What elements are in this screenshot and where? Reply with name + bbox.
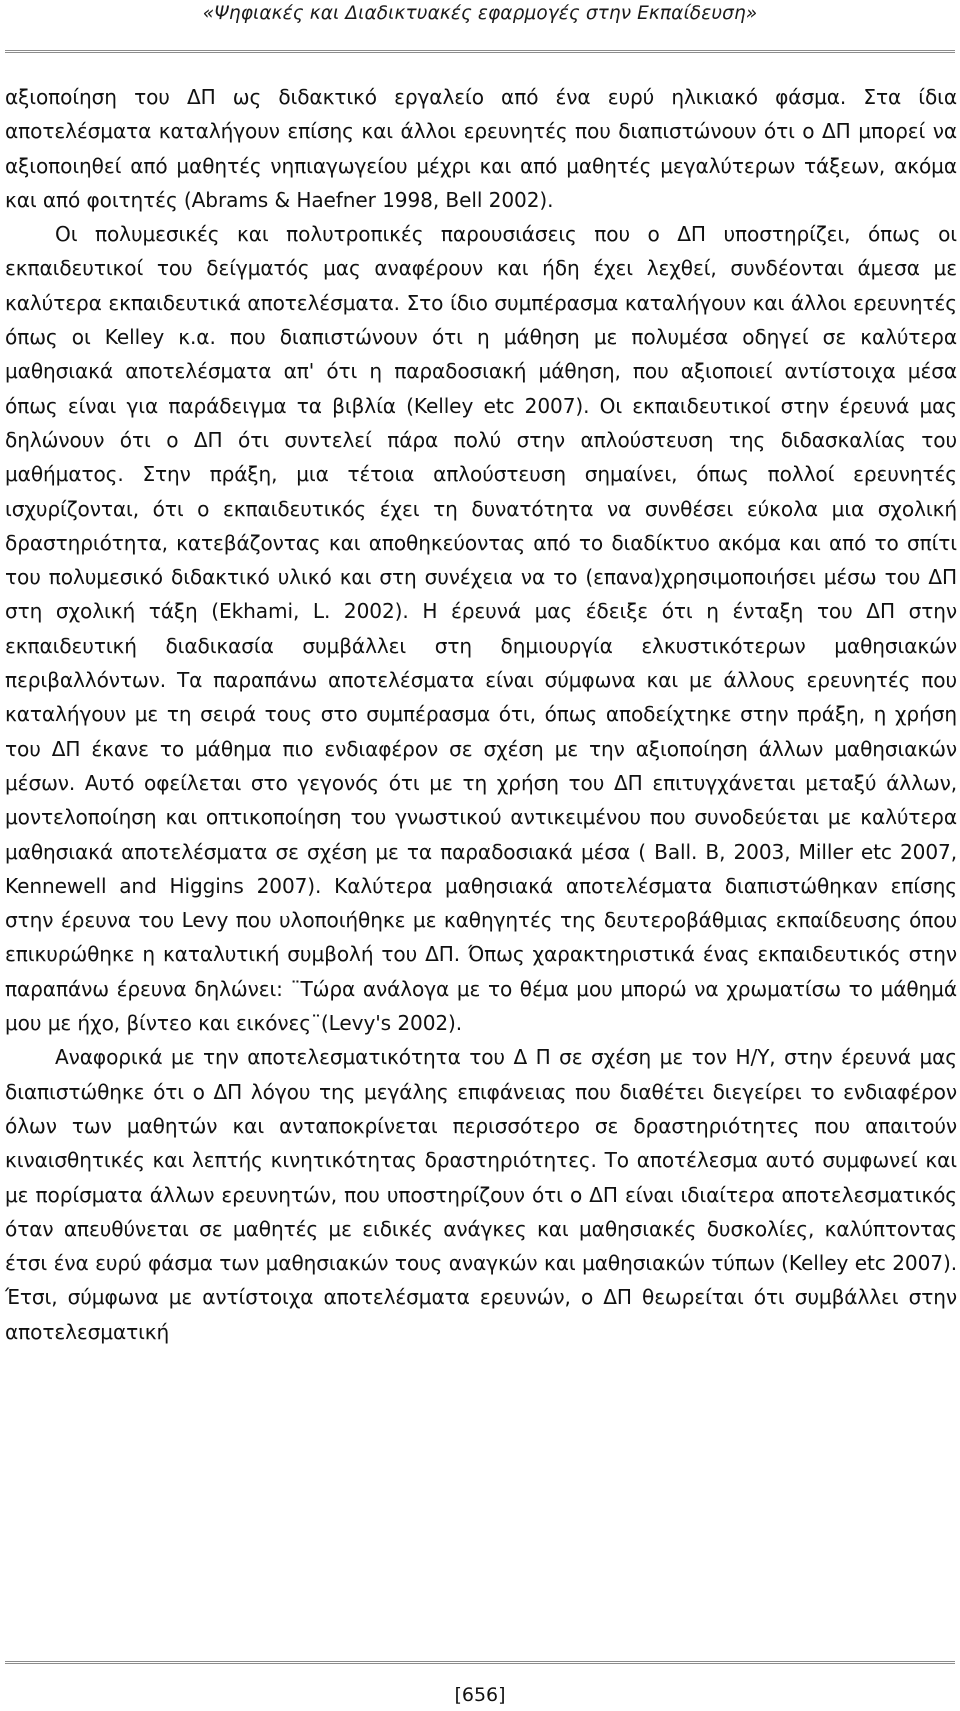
- paragraph: Οι πολυμεσικές και πολυτροπικές παρουσιάσεις που ο ΔΠ υποστηρίζει, όπως οι εκπαιδευτικοί του δείγματός μας αναφέρουν και ήδη έχει λεχθεί, συνδέονται άμεσα με καλύτερα εκπαιδευτικά αποτελέσματα. Στο ίδιο συμπέρασμα καταλήγουν και άλλοι ερευνητές όπως οι Kelley κ.α. που διαπιστώνουν ότι η μάθηση με πολυμέσα οδηγεί σε καλύτερα μαθησιακά αποτελέσματα απ' ότι η παραδοσιακή μάθηση, που αξιοποιεί αντίστοιχα μέσα όπως είναι για παράδειγμα τα βιβλία (Kelley etc 2007). Οι εκπαιδευτικοί στην έρευνά μας δηλώνουν ότι ο ΔΠ ότι συντελεί πάρα πολύ στην απλούστευση της διδασκαλίας του μαθήματος. Στην πράξη, μια τέτοια απλούστευση σημαίνει, όπως πολλοί ερευνητές ισχυρίζονται, ότι ο εκπαιδευτικός έχει τη δυνατότητα να συνθέσει εύκολα μια σχολική δραστηριότητα, κατεβάζοντας και αποθηκεύοντας από το διαδίκτυο ακόμα και από το σπίτι του πολυμεσικό διδακτικό υλικό και στη συνέχεια να το (επανα)χρησιμοποιήσει μέσω του ΔΠ στη σχολική τάξη (Ekhami, L. 2002). Η έρευνά μας έδειξε ότι η ένταξη του ΔΠ στην εκπαιδευτική διαδικασία συμβάλλει στη δημιουργία ελκυστικότερων μαθησιακών περιβαλλόντων. Τα παραπάνω αποτελέσματα είναι σύμφωνα και με άλλους ερευνητές που καταλήγουν με τη σειρά τους στο συμπέρασμα ότι, όπως αποδείχτηκε στην πράξη, η χρήση του ΔΠ έκανε το μάθημα πιο ενδιαφέρον σε σχέση με την αξιοποίηση άλλων μαθησιακών μέσων. Αυτό οφείλεται στο γεγονός ότι με τη χρήση του ΔΠ επιτυγχάνεται μεταξύ άλλων, μοντελοποίηση και οπτικοποίηση του γνωστικού αντικειμένου που συνοδεύεται με καλύτερα μαθησιακά αποτελέσματα σε σχέση με τα παραδοσιακά μέσα ( Ball. B, 2003, Miller etc 2007, Kennewell and Higgins 2007). Καλύτερα μαθησιακά αποτελέσματα διαπιστώθηκαν επίσης στην έρευνα του Levy που υλοποιήθηκε με καθηγητές της δευτεροβάθμιας εκπαίδευσης όπου επικυρώθηκε η καταλυτική συμβολή του ΔΠ. Όπως χαρακτηριστικά ένας εκπαιδευτικός στην παραπάνω έρευνα δηλώνει: ¨Τώρα ανάλογα με το θέμα μου μπορώ να χρωματίσω το μάθημά μου με ήχο, βίντεο και εικόνες¨(Levy's 2002).: [5, 222, 957, 1036]
- paragraph-continued: αξιοποίηση του ΔΠ ως διδακτικό εργαλείο από ένα ευρύ ηλικιακό φάσμα. Στα ίδια αποτελέσματα καταλήγουν επίσης και άλλοι ερευνητές που διαπιστώνουν ότι ο ΔΠ μπορεί να αξιοποιηθεί από μαθητές νηπιαγωγείου μέχρι και από μαθητές μεγαλύτερων τάξεων, ακόμα και από φοιτητές (Abrams & Haefner 1998, Bell 2002).: [5, 85, 957, 212]
- page-number: [656]: [454, 1684, 506, 1706]
- paragraph: Αναφορικά με την αποτελεσματικότητα του Δ Π σε σχέση με τον Η/Υ, στην έρευνά μας διαπιστώθηκε ότι ο ΔΠ λόγου της μεγάλης επιφάνειας που διαθέτει διεγείρει το ενδιαφέρον όλων των μαθητών και ανταποκρίνεται περισσότερο σε δραστηριότητες που απαιτούν κιναισθητικές και λεπτής κινητικότητας δραστηριότητες. Το αποτέλεσμα αυτό συμφωνεί και με πορίσματα άλλων ερευνητών, που υποστηρίζουν ότι ο ΔΠ είναι ιδιαίτερα αποτελεσματικός όταν απευθύνεται σε μαθητές με ειδικές ανάγκες και μαθησιακές δυσκολίες, καλύπτοντας έτσι ένα ευρύ φάσμα των μαθησιακών τους αναγκών και μαθησιακών τύπων (Kelley etc 2007). Έτσι, σύμφωνα με αντίστοιχα αποτελέσματα ερευνών, ο ΔΠ θεωρείται ότι συμβάλλει στην αποτελεσματική: [5, 1045, 957, 1344]
- header-divider: [5, 50, 955, 53]
- body-text: [5, 80, 957, 1349]
- footer-divider: [5, 1661, 955, 1664]
- running-header: [0, 0, 960, 50]
- header-title: «Ψηφιακές και Διαδικτυακές εφαρμογές στην Εκπαίδευση»: [202, 3, 758, 24]
